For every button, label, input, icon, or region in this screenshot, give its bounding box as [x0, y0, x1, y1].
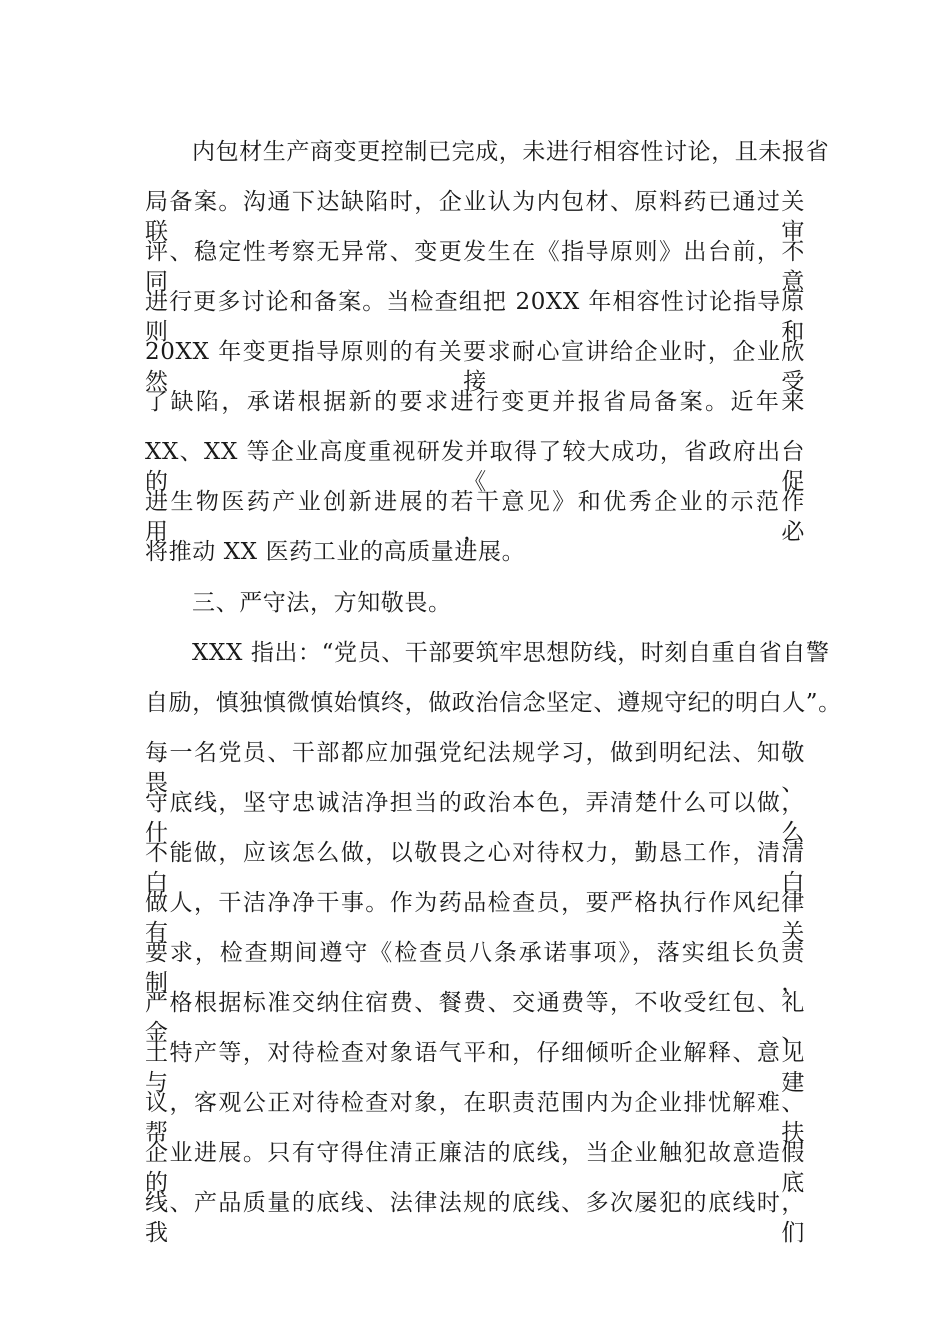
paragraph-line: 严格根据标准交纳住宿费、餐费、交通费等，不收受红包、礼金、 — [145, 990, 805, 1046]
paragraph-line: 守底线，坚守忠诚洁净担当的政治本色，弄清楚什么可以做，什么 — [145, 790, 805, 846]
paragraph-line: 进行更多讨论和备案。当检查组把 20XX 年相容性讨论指导原则和 — [145, 289, 805, 345]
paragraph-line: 土特产等，对待检查对象语气平和，仔细倾听企业解释、意见与建 — [145, 1040, 805, 1096]
paragraph-line: 内包材生产商变更控制已完成，未进行相容性讨论，且未报省 — [192, 139, 830, 165]
paragraph-line: 20XX 年变更指导原则的有关要求耐心宣讲给企业时，企业欣然接受 — [145, 339, 805, 395]
paragraph-line: 评、稳定性考察无异常、变更发生在《指导原则》出台前，不同意 — [145, 239, 805, 295]
paragraph-line: XX、XX 等企业高度重视研发并取得了较大成功，省政府出台的《促 — [145, 439, 805, 495]
paragraph-line: 做人，干洁净净干事。作为药品检查员，要严格执行作风纪律有关 — [145, 890, 805, 946]
paragraph-line: 不能做，应该怎么做，以敬畏之心对待权力，勤恳工作，清清白白 — [145, 840, 805, 896]
paragraph-line: 自励，慎独慎微慎始慎终，做政治信念坚定、遵规守纪的明白人”。 — [145, 690, 842, 716]
paragraph-line: XXX 指出：“党员、干部要筑牢思想防线，时刻自重自省自警 — [192, 640, 830, 666]
paragraph-line: 线、产品质量的底线、法律法规的底线、多次屡犯的底线时，我们 — [145, 1190, 805, 1246]
paragraph-line: 了缺陷，承诺根据新的要求进行变更并报省局备案。近年来 — [145, 389, 805, 415]
paragraph-line: 企业进展。只有守得住清正廉洁的底线，当企业触犯故意造假的底 — [145, 1140, 805, 1196]
paragraph-line: 将推动 XX 医药工业的高质量进展。 — [145, 539, 526, 565]
paragraph-line: 局备案。沟通下达缺陷时，企业认为内包材、原料药已通过关联审 — [145, 189, 805, 245]
paragraph-line: 进生物医药产业创新进展的若干意见》和优秀企业的示范作用，必 — [145, 489, 805, 545]
section-heading: 三、严守法，方知敬畏。 — [192, 590, 452, 616]
paragraph-line: 议，客观公正对待检查对象，在职责范围内为企业排忧解难、帮扶 — [145, 1090, 805, 1146]
paragraph-line: 要求，检查期间遵守《检查员八条承诺事项》，落实组长负责制， — [145, 940, 805, 996]
paragraph-line: 每一名党员、干部都应加强党纪法规学习，做到明纪法、知敬畏、 — [145, 740, 805, 796]
